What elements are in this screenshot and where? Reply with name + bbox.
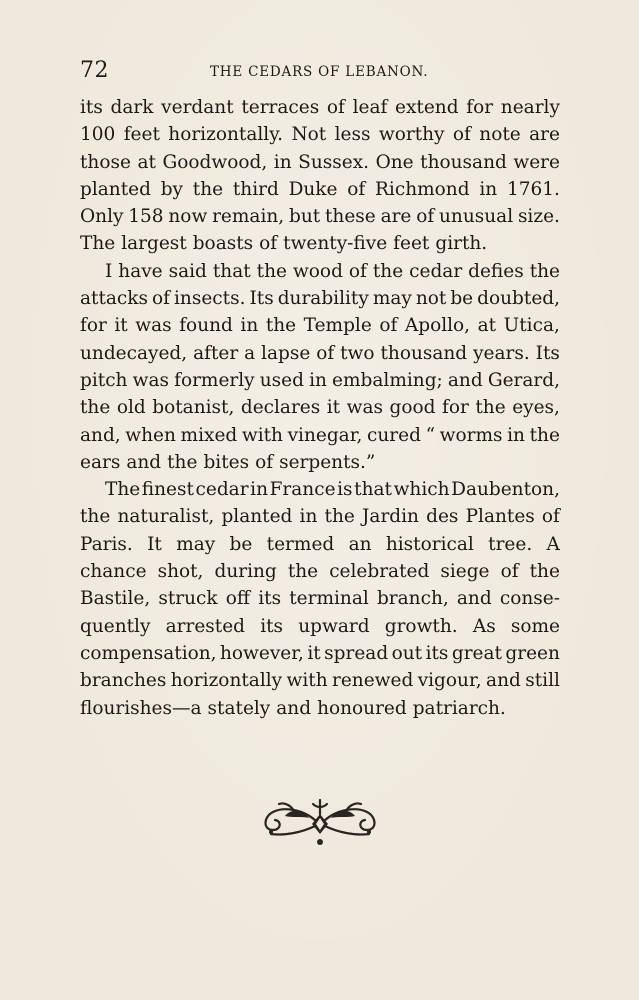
word: of bbox=[416, 206, 435, 228]
text-line bbox=[80, 367, 560, 394]
word: green bbox=[505, 642, 560, 664]
word: in bbox=[299, 506, 318, 528]
word: those bbox=[80, 151, 131, 173]
text-line bbox=[80, 640, 560, 667]
word: and, bbox=[80, 424, 121, 446]
text-line bbox=[80, 203, 560, 230]
word: in bbox=[309, 369, 327, 391]
word: conse- bbox=[499, 588, 560, 610]
word: for bbox=[442, 397, 469, 419]
word: thousand bbox=[420, 151, 507, 173]
word: renewed bbox=[332, 670, 414, 692]
word: remain, bbox=[212, 206, 285, 228]
word: it bbox=[114, 315, 128, 337]
word: The bbox=[105, 479, 141, 501]
text-line bbox=[80, 585, 560, 612]
text-line bbox=[80, 340, 560, 367]
word: when bbox=[125, 424, 176, 446]
word: the bbox=[372, 260, 404, 282]
word: siege bbox=[440, 561, 490, 583]
word: two bbox=[340, 342, 375, 364]
word: undecayed, bbox=[80, 342, 188, 364]
word: good bbox=[389, 397, 436, 419]
word: of bbox=[452, 124, 471, 146]
word: may bbox=[372, 288, 412, 310]
text-line bbox=[80, 558, 560, 585]
word: tree. bbox=[488, 533, 533, 555]
word: in bbox=[479, 178, 498, 200]
text-line bbox=[80, 285, 560, 312]
word: 100 bbox=[80, 124, 116, 146]
word: shot, bbox=[157, 561, 204, 583]
word: off bbox=[225, 588, 251, 610]
text-line bbox=[80, 149, 560, 176]
word: Not bbox=[291, 124, 327, 146]
word: size. bbox=[517, 206, 560, 228]
word: note bbox=[479, 124, 521, 146]
word: cedar bbox=[195, 479, 249, 501]
text-line bbox=[80, 476, 560, 503]
word: have bbox=[118, 260, 163, 282]
word: Utica, bbox=[503, 315, 560, 337]
word: upward bbox=[298, 615, 370, 637]
word: cedar bbox=[409, 260, 463, 282]
word: of bbox=[500, 561, 519, 583]
word: great bbox=[451, 642, 502, 664]
word: however, bbox=[220, 642, 304, 664]
word: the bbox=[167, 451, 198, 473]
word: the bbox=[192, 178, 224, 200]
word: planted bbox=[80, 178, 151, 200]
word: old bbox=[116, 397, 146, 419]
word: embalming; bbox=[332, 369, 443, 391]
word: boasts bbox=[192, 233, 254, 255]
word: finest bbox=[141, 479, 194, 501]
running-title: THE CEDARS OF LEBANON. bbox=[210, 64, 429, 80]
word: the bbox=[265, 315, 297, 337]
word: the bbox=[80, 397, 111, 419]
text-line bbox=[80, 258, 560, 285]
word: the bbox=[529, 260, 560, 282]
word: it bbox=[326, 397, 341, 419]
word: I bbox=[105, 260, 113, 282]
word: France bbox=[269, 479, 336, 501]
word: was bbox=[135, 315, 172, 337]
word: spread bbox=[324, 642, 389, 664]
word: arrested bbox=[165, 615, 246, 637]
text-line bbox=[80, 695, 560, 722]
word: Sussex. bbox=[298, 151, 370, 173]
word: It bbox=[147, 533, 162, 555]
word: less bbox=[334, 124, 371, 146]
word: its bbox=[260, 615, 284, 637]
word: in bbox=[273, 151, 292, 173]
text-line bbox=[80, 422, 560, 449]
word: third bbox=[232, 178, 279, 200]
word: a bbox=[244, 342, 256, 364]
word: thousand bbox=[380, 342, 468, 364]
word: stately bbox=[207, 697, 271, 719]
word: Apollo, bbox=[404, 315, 471, 337]
word: and bbox=[486, 670, 521, 692]
word: are bbox=[380, 206, 412, 228]
word: Jardin bbox=[362, 506, 419, 528]
word: out bbox=[391, 642, 423, 664]
text-line bbox=[80, 121, 560, 148]
word: extend bbox=[395, 97, 459, 118]
word: an bbox=[348, 533, 372, 555]
word: used bbox=[259, 369, 304, 391]
word: Its bbox=[249, 288, 274, 310]
text-line bbox=[80, 230, 560, 257]
word: its bbox=[258, 588, 282, 610]
word: cured bbox=[367, 424, 421, 446]
word: of bbox=[541, 506, 560, 528]
word: flourishes—a bbox=[80, 697, 202, 719]
word: worms bbox=[439, 424, 503, 446]
word: insects. bbox=[174, 288, 246, 310]
word: for bbox=[466, 97, 494, 118]
text-line bbox=[80, 531, 560, 558]
word: Gerard, bbox=[487, 369, 560, 391]
word: at bbox=[137, 151, 156, 173]
word: the bbox=[529, 561, 560, 583]
word: its bbox=[80, 97, 103, 118]
word: naturalist, bbox=[117, 506, 215, 528]
word: are bbox=[529, 124, 560, 146]
word: nearly bbox=[500, 97, 560, 118]
word: of bbox=[259, 233, 278, 255]
word: largest bbox=[121, 233, 187, 255]
word: with bbox=[286, 670, 328, 692]
word: the bbox=[324, 506, 355, 528]
word: formerly bbox=[174, 369, 255, 391]
word: was bbox=[132, 369, 169, 391]
word: Paris. bbox=[80, 533, 133, 555]
word: Daubenton, bbox=[451, 479, 560, 501]
text-line bbox=[80, 394, 560, 421]
word: but bbox=[288, 206, 321, 228]
word: in bbox=[507, 424, 525, 446]
word: historical bbox=[385, 533, 474, 555]
word: it bbox=[307, 642, 321, 664]
word: defies bbox=[468, 260, 524, 282]
body-text bbox=[80, 94, 560, 722]
word: of bbox=[152, 288, 170, 310]
word: the bbox=[80, 506, 111, 528]
word: Duke bbox=[288, 178, 338, 200]
word: during bbox=[214, 561, 277, 583]
word: des bbox=[426, 506, 459, 528]
word: lapse bbox=[261, 342, 311, 364]
word: Goodwood, bbox=[162, 151, 268, 173]
word: worthy bbox=[378, 124, 445, 146]
word: not bbox=[415, 288, 447, 310]
text-line bbox=[80, 667, 560, 694]
word: branch, bbox=[376, 588, 449, 610]
word: doubted, bbox=[477, 288, 560, 310]
word: of bbox=[379, 315, 398, 337]
word: dark bbox=[110, 97, 154, 118]
word: Only bbox=[80, 206, 124, 228]
text-line bbox=[80, 613, 560, 640]
word: planted bbox=[221, 506, 293, 528]
text-line bbox=[80, 176, 560, 203]
word: attacks bbox=[80, 288, 148, 310]
word: leaf bbox=[352, 97, 388, 118]
word: of bbox=[348, 260, 367, 282]
word: Temple bbox=[303, 315, 372, 337]
word: these bbox=[325, 206, 376, 228]
word: quently bbox=[80, 615, 151, 637]
word: compensation, bbox=[80, 642, 217, 664]
word: is bbox=[337, 479, 353, 501]
word: terminal bbox=[289, 588, 369, 610]
decorative-tailpiece-icon bbox=[255, 792, 385, 852]
word: after bbox=[193, 342, 239, 364]
word: A bbox=[546, 533, 560, 555]
word: terraces bbox=[241, 97, 320, 118]
word: and bbox=[456, 588, 492, 610]
word: feet bbox=[393, 233, 430, 255]
word: for bbox=[80, 315, 107, 337]
word: found bbox=[179, 315, 233, 337]
word: the bbox=[287, 561, 319, 583]
word: may bbox=[176, 533, 216, 555]
word: now bbox=[168, 206, 208, 228]
word: of bbox=[255, 451, 274, 473]
text-line bbox=[80, 503, 560, 530]
word: of bbox=[316, 342, 335, 364]
page-header bbox=[80, 58, 560, 88]
word: and bbox=[447, 369, 483, 391]
word: in bbox=[240, 315, 259, 337]
word: Bastile, bbox=[80, 588, 151, 610]
word: the bbox=[475, 397, 506, 419]
word: vinegar, bbox=[287, 424, 363, 446]
word: One bbox=[375, 151, 414, 173]
word: wood bbox=[292, 260, 343, 282]
word: celebrated bbox=[329, 561, 430, 583]
word: vigour, bbox=[417, 670, 482, 692]
word: Richmond bbox=[375, 178, 470, 200]
word: the bbox=[529, 424, 560, 446]
text-line bbox=[80, 94, 560, 121]
word: pitch bbox=[80, 369, 128, 391]
word: and bbox=[276, 697, 312, 719]
text-line bbox=[80, 449, 560, 476]
word: twenty-five bbox=[283, 233, 388, 255]
word: horizontally. bbox=[168, 124, 284, 146]
word: ears bbox=[80, 451, 121, 473]
word: patriarch. bbox=[412, 697, 506, 719]
word: years. bbox=[473, 342, 530, 364]
word: struck bbox=[158, 588, 218, 610]
word: botanist, bbox=[152, 397, 235, 419]
word: eyes, bbox=[512, 397, 560, 419]
word: branches bbox=[80, 670, 167, 692]
word: that bbox=[212, 260, 251, 282]
word: were bbox=[513, 151, 560, 173]
word: honoured bbox=[317, 697, 407, 719]
word: some bbox=[510, 615, 560, 637]
word: at bbox=[477, 315, 497, 337]
word: Its bbox=[535, 342, 560, 364]
word: verdant bbox=[161, 97, 234, 118]
word: which bbox=[393, 479, 450, 501]
word: “ bbox=[425, 424, 436, 446]
page-number: 72 bbox=[80, 58, 109, 83]
word: horizontally bbox=[170, 670, 283, 692]
word: 1761. bbox=[506, 178, 560, 200]
word: of bbox=[326, 97, 345, 118]
word: of bbox=[347, 178, 366, 200]
word: termed bbox=[266, 533, 335, 555]
word: girth. bbox=[435, 233, 488, 255]
word: still bbox=[525, 670, 560, 692]
word: Plantes bbox=[465, 506, 535, 528]
word: that bbox=[354, 479, 392, 501]
word: mixed bbox=[180, 424, 238, 446]
word: in bbox=[250, 479, 268, 501]
word: serpents.” bbox=[279, 451, 376, 473]
word: by bbox=[160, 178, 183, 200]
text-line bbox=[80, 312, 560, 339]
word: chance bbox=[80, 561, 147, 583]
word: and bbox=[126, 451, 162, 473]
word: The bbox=[80, 233, 116, 255]
word: be bbox=[450, 288, 474, 310]
word: be bbox=[229, 533, 253, 555]
word: declares bbox=[240, 397, 321, 419]
word: growth. bbox=[384, 615, 458, 637]
word: its bbox=[425, 642, 449, 664]
word: with bbox=[241, 424, 283, 446]
word: was bbox=[346, 397, 383, 419]
word: unusual bbox=[439, 206, 514, 228]
word: bites bbox=[203, 451, 250, 473]
word: 158 bbox=[128, 206, 164, 228]
word: durability bbox=[277, 288, 369, 310]
word: the bbox=[256, 260, 287, 282]
word: said bbox=[168, 260, 207, 282]
word: feet bbox=[123, 124, 160, 146]
word: As bbox=[472, 615, 496, 637]
